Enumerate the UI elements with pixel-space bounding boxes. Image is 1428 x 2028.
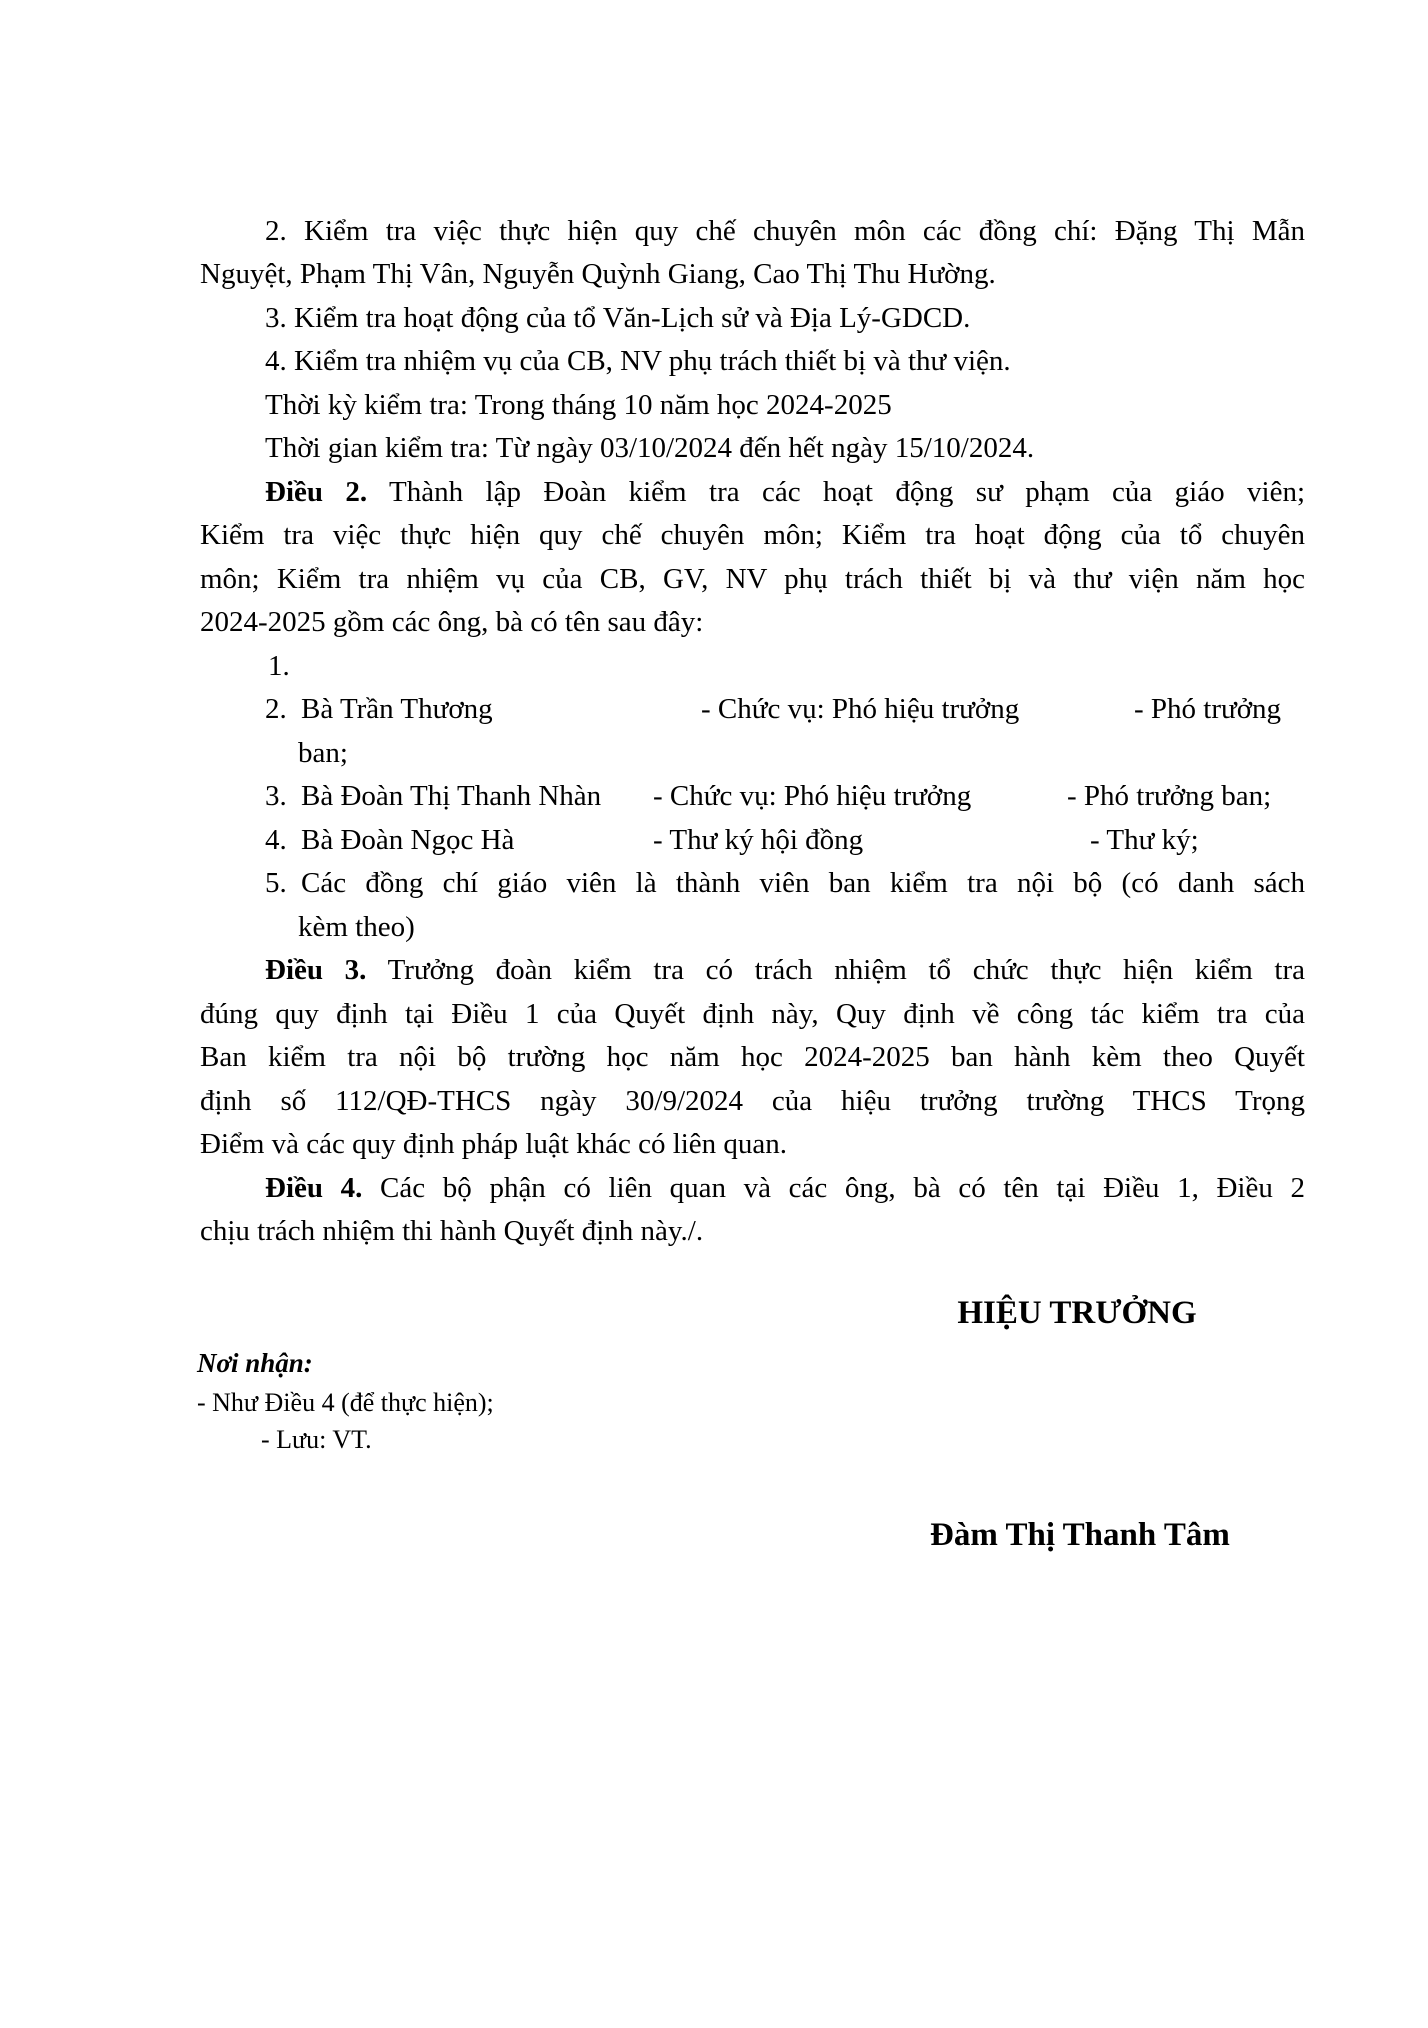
member-item-4-name: Bà Đoàn Ngọc Hà [301, 824, 515, 856]
recipient-item: - Lưu: VT. [261, 1425, 372, 1454]
article-4-text: Các bộ phận có liên quan và các ông, bà có tên tại Điều 1, Điều 2 [362, 1172, 1305, 1204]
member-item-2-number: 2. [265, 693, 287, 725]
doc-line: Thời gian kiểm tra: Từ ngày 03/10/2024 đến hết ngày 15/10/2024. [265, 432, 1035, 464]
doc-line: Ban kiểm tra nội bộ trường học năm học 2024-2025 ban hành kèm theo Quyết [200, 1041, 1305, 1073]
recipient-item: - Như Điều 4 (để thực hiện); [197, 1388, 494, 1417]
signer-title: HIỆU TRƯỞNG [957, 1295, 1197, 1331]
doc-line: 2024-2025 gồm các ông, bà có tên sau đây: [200, 606, 704, 638]
member-item-3-name: Bà Đoàn Thị Thanh Nhàn [301, 780, 602, 812]
article-4-line [265, 1168, 1305, 1208]
article-4-label: Điều 4. [265, 1172, 363, 1204]
doc-line: đúng quy định tại Điều 1 của Quyết định này, Quy định về công tác kiểm tra của [200, 998, 1305, 1030]
doc-line: chịu trách nhiệm thi hành Quyết định này./. [200, 1215, 704, 1247]
member-item-3-role: - Phó trưởng ban; [1067, 780, 1272, 812]
doc-line: 4. Kiểm tra nhiệm vụ của CB, NV phụ trách thiết bị và thư viện. [265, 345, 1011, 377]
member-item-5-text: Các đồng chí giáo viên là thành viên ban kiểm tra nội bộ (có danh sách [301, 867, 1305, 899]
article-2-line [265, 472, 1305, 512]
doc-line: 2. Kiểm tra việc thực hiện quy chế chuyên môn các đồng chí: Đặng Thị Mẫn [265, 215, 1305, 247]
doc-line: 3. Kiểm tra hoạt động của tổ Văn-Lịch sử và Địa Lý-GDCD. [265, 302, 971, 334]
doc-line: Kiểm tra việc thực hiện quy chế chuyên môn; Kiểm tra hoạt động của tổ chuyên [200, 519, 1305, 551]
member-item-3-number: 3. [265, 780, 287, 812]
doc-line: Thời kỳ kiểm tra: Trong tháng 10 năm học 2024-2025 [265, 389, 892, 421]
member-item-5-number: 5. [265, 867, 287, 899]
member-item-1: 1. [268, 650, 290, 682]
signer-name: Đàm Thị Thanh Tâm [930, 1517, 1230, 1553]
member-item-2-role-wrap: ban; [298, 737, 348, 769]
doc-line: Nguyệt, Phạm Thị Vân, Nguyễn Quỳnh Giang, Cao Thị Thu Hường. [200, 258, 996, 290]
article-2-text: Thành lập Đoàn kiểm tra các hoạt động sư phạm của giáo viên; [367, 476, 1305, 508]
doc-line: Điểm và các quy định pháp luật khác có liên quan. [200, 1128, 788, 1160]
member-item-5-wrap: kèm theo) [298, 911, 415, 943]
member-item-4-role: - Thư ký; [1090, 824, 1199, 856]
member-item-4-position: - Thư ký hội đồng [653, 824, 864, 856]
doc-line: môn; Kiểm tra nhiệm vụ của CB, GV, NV phụ trách thiết bị và thư viện năm học [200, 563, 1305, 595]
doc-line: định số 112/QĐ-THCS ngày 30/9/2024 của hiệu trưởng trường THCS Trọng [200, 1085, 1305, 1117]
recipients-label: Nơi nhận: [197, 1348, 313, 1378]
member-item-2-role: - Phó trưởng [1134, 693, 1282, 725]
article-3-line [265, 950, 1305, 990]
article-2-label: Điều 2. [265, 476, 368, 508]
article-3-text: Trưởng đoàn kiểm tra có trách nhiệm tổ chức thực hiện kiểm tra [366, 954, 1305, 986]
member-item-4-number: 4. [265, 824, 287, 856]
member-item-2-name: Bà Trần Thương [301, 693, 493, 725]
member-item-2-position: - Chức vụ: Phó hiệu trưởng [701, 693, 1020, 725]
member-item-3-position: - Chức vụ: Phó hiệu trưởng [653, 780, 972, 812]
article-3-label: Điều 3. [265, 954, 367, 986]
